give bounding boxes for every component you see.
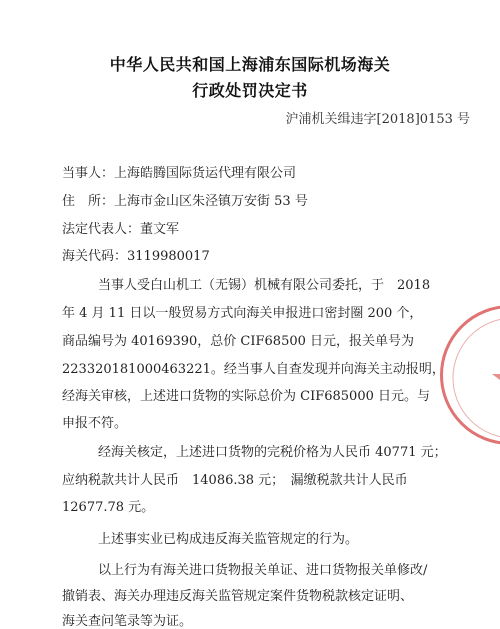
- document-title-authority: 中华人民共和国上海浦东国际机场海关: [109, 55, 391, 74]
- paragraph-line: 应纳税款共计人民币 14086.38 元； 漏缴税款共计人民币: [62, 473, 408, 488]
- paragraph-line: 当事人受白山机工（无锡）机械有限公司委托，于 2018: [98, 278, 431, 293]
- paragraph-line: 海关查问笔录等为证。: [62, 614, 193, 629]
- paragraph-line: 商品编号为 40169390，总价 CIF68500 日元，报关单号为: [62, 334, 415, 349]
- paragraph-line: 223320181000463221。经当事人自查发现并向海关主动报明，: [62, 362, 445, 377]
- paragraph-line: 上述事实业已构成违反海关监管规定的行为。: [98, 532, 359, 547]
- address-value: 上海市金山区朱泾镇万安街 53 号: [114, 194, 308, 209]
- paragraph-line: 经海关审核，上述进口货物的实际总价为 CIF685000 日元。与: [62, 389, 430, 404]
- legal-representative: 法定代表人：董文军: [62, 222, 180, 237]
- paragraph-line: 12677.78 元。: [62, 500, 155, 515]
- customs-code: 海关代码：3119980017: [62, 249, 210, 264]
- paragraph-line: 申报不符。: [62, 416, 128, 431]
- seal-star-icon: [443, 308, 500, 445]
- paragraph-line: 以上行为有海关进口货物报关单证、进口货物报关单修改/: [98, 563, 428, 578]
- document-number: 沪浦机关缉违字[2018]0153 号: [285, 112, 470, 127]
- document-title: 行政处罚决定书: [192, 81, 308, 100]
- paragraph-line: 经海关核定，上述进口货物的完税价格为人民币 40771 元；: [98, 445, 447, 460]
- official-seal: [440, 305, 500, 445]
- party-name: 当事人：上海皓腾国际货运代理有限公司: [62, 166, 297, 181]
- paragraph-line: 撤销表、海关办理违反海关监管规定案件货物税款核定证明、: [62, 589, 414, 604]
- address-label: 住 所：: [62, 194, 115, 209]
- paragraph-line: 年 4 月 11 日以一般贸易方式向海关申报进口密封圈 200 个，: [62, 306, 423, 321]
- party-address: [62, 190, 308, 209]
